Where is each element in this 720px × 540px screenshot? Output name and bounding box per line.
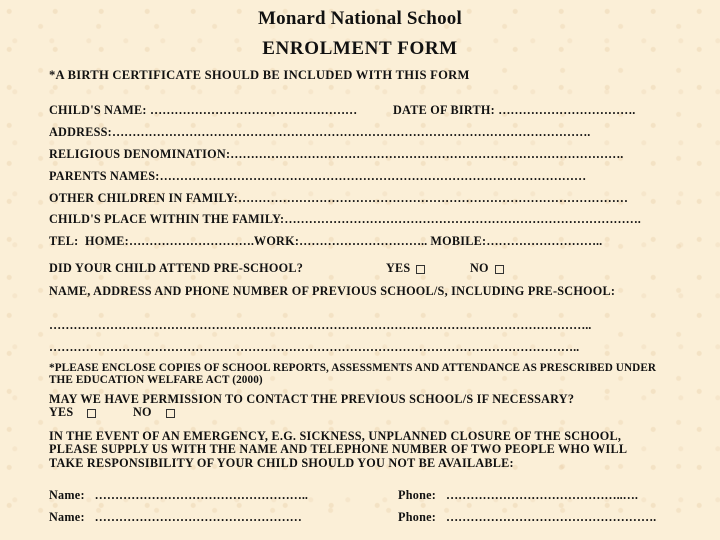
religious-denomination-label: RELIGIOUS DENOMINATION: bbox=[49, 147, 231, 161]
form-title: ENROLMENT FORM bbox=[262, 38, 458, 59]
school-name: Monard National School bbox=[258, 8, 462, 29]
address-field[interactable]: ………………………………………………………………………………………………………. bbox=[111, 125, 591, 139]
preschool-no-checkbox[interactable] bbox=[495, 265, 504, 274]
permission-yes-label: YES bbox=[49, 405, 74, 419]
mobile-label: MOBILE: bbox=[430, 234, 487, 248]
preschool-question: DID YOUR CHILD ATTEND PRE-SCHOOL? bbox=[49, 261, 304, 275]
contact-2-phone-label: Phone: bbox=[398, 510, 437, 524]
contact-2-phone-field[interactable]: ……………………………………………. bbox=[445, 510, 657, 524]
religious-denomination-row bbox=[49, 147, 623, 162]
permission-question: MAY WE HAVE PERMISSION TO CONTACT THE PREVIOUS SCHOOL/S IF NECESSARY? bbox=[49, 392, 575, 406]
contact-2-name-label: Name: bbox=[49, 510, 85, 524]
place-within-family-row bbox=[49, 212, 641, 227]
other-children-label: OTHER CHILDREN IN FAMILY: bbox=[49, 191, 238, 205]
preschool-yes-label: YES bbox=[386, 261, 411, 275]
contact-1-name-row bbox=[49, 488, 308, 503]
place-within-family-field[interactable]: ……………………………………………………………………………. bbox=[284, 212, 641, 226]
permission-no-label: NO bbox=[133, 405, 152, 419]
contact-2-name-row bbox=[49, 510, 302, 525]
previous-school-label: NAME, ADDRESS AND PHONE NUMBER OF PREVIOUS SCHOOL/S, INCLUDING PRE-SCHOOL: bbox=[49, 284, 616, 298]
preschool-yes-checkbox[interactable] bbox=[416, 265, 425, 274]
place-within-family-label: CHILD'S PLACE WITHIN THE FAMILY: bbox=[49, 212, 285, 226]
preschool-yes-option[interactable] bbox=[386, 261, 425, 276]
work-phone-field[interactable]: ………………………….. bbox=[299, 234, 428, 248]
certificate-notice: *A BIRTH CERTIFICATE SHOULD BE INCLUDED WITH THIS FORM bbox=[49, 68, 470, 82]
other-children-field[interactable]: …………………………………………………………………………………… bbox=[237, 191, 628, 205]
home-phone-field[interactable]: …………………………. bbox=[128, 234, 254, 248]
religious-denomination-field[interactable]: ……………………………………………………………………………………. bbox=[230, 147, 624, 161]
childs-name-field[interactable]: …………………………………………… bbox=[150, 103, 358, 117]
other-children-row bbox=[49, 191, 628, 206]
emergency-text: IN THE EVENT OF AN EMERGENCY, E.G. SICKNESS, UNPLANNED CLOSURE OF THE SCHOOL, PLEASE SUPPLY US WITH THE NAME AND TELEPHONE NUMBER OF TWO PEOPLE WHO WILL TAKE RESPONSIBILITY OF YOUR CHILD SHOULD YOU NOT BE AVAILABLE: bbox=[49, 429, 627, 470]
permission-no-option[interactable] bbox=[133, 405, 175, 420]
contact-2-phone-row bbox=[398, 510, 656, 525]
previous-school-field-2[interactable]: ………………………………………………………………………………………………………………….. bbox=[49, 340, 580, 354]
childs-name-label: CHILD'S NAME: bbox=[49, 103, 147, 117]
work-label: WORK: bbox=[253, 234, 300, 248]
preschool-no-option[interactable] bbox=[470, 261, 504, 276]
childs-name-row bbox=[49, 103, 357, 118]
contact-1-phone-label: Phone: bbox=[398, 488, 437, 502]
preschool-no-label: NO bbox=[470, 261, 489, 275]
parents-names-row bbox=[49, 169, 586, 184]
mobile-phone-field[interactable]: ……………………….. bbox=[486, 234, 603, 248]
date-of-birth-label: DATE OF BIRTH: bbox=[393, 103, 495, 117]
home-label: HOME: bbox=[85, 234, 129, 248]
contact-1-name-field[interactable]: …………………………………………….. bbox=[94, 488, 308, 502]
contact-1-phone-row bbox=[398, 488, 638, 503]
parents-names-field[interactable]: …………………………………………………………………………………………… bbox=[159, 169, 587, 183]
contact-1-name-label: Name: bbox=[49, 488, 85, 502]
date-of-birth-row bbox=[393, 103, 635, 118]
contact-1-phone-field[interactable]: ……………………………………..…. bbox=[445, 488, 638, 502]
tel-label: TEL: bbox=[49, 234, 79, 248]
permission-yes-checkbox[interactable] bbox=[87, 409, 96, 418]
contact-2-name-field[interactable]: …………………………………………… bbox=[94, 510, 302, 524]
previous-school-field-1[interactable]: …………………………………………………………………………………………………………………….. bbox=[49, 318, 592, 332]
date-of-birth-field[interactable]: ……………………………. bbox=[498, 103, 636, 117]
permission-no-checkbox[interactable] bbox=[166, 409, 175, 418]
address-label: ADDRESS: bbox=[49, 125, 112, 139]
address-row bbox=[49, 125, 590, 140]
parents-names-label: PARENTS NAMES: bbox=[49, 169, 160, 183]
reports-notice: *PLEASE ENCLOSE COPIES OF SCHOOL REPORTS, ASSESSMENTS AND ATTENDANCE AS PRESCRIBED UNDER THE EDUCATION WELFARE ACT (2000) bbox=[49, 362, 657, 386]
permission-yes-option[interactable] bbox=[49, 405, 96, 420]
telephone-row bbox=[49, 234, 602, 249]
